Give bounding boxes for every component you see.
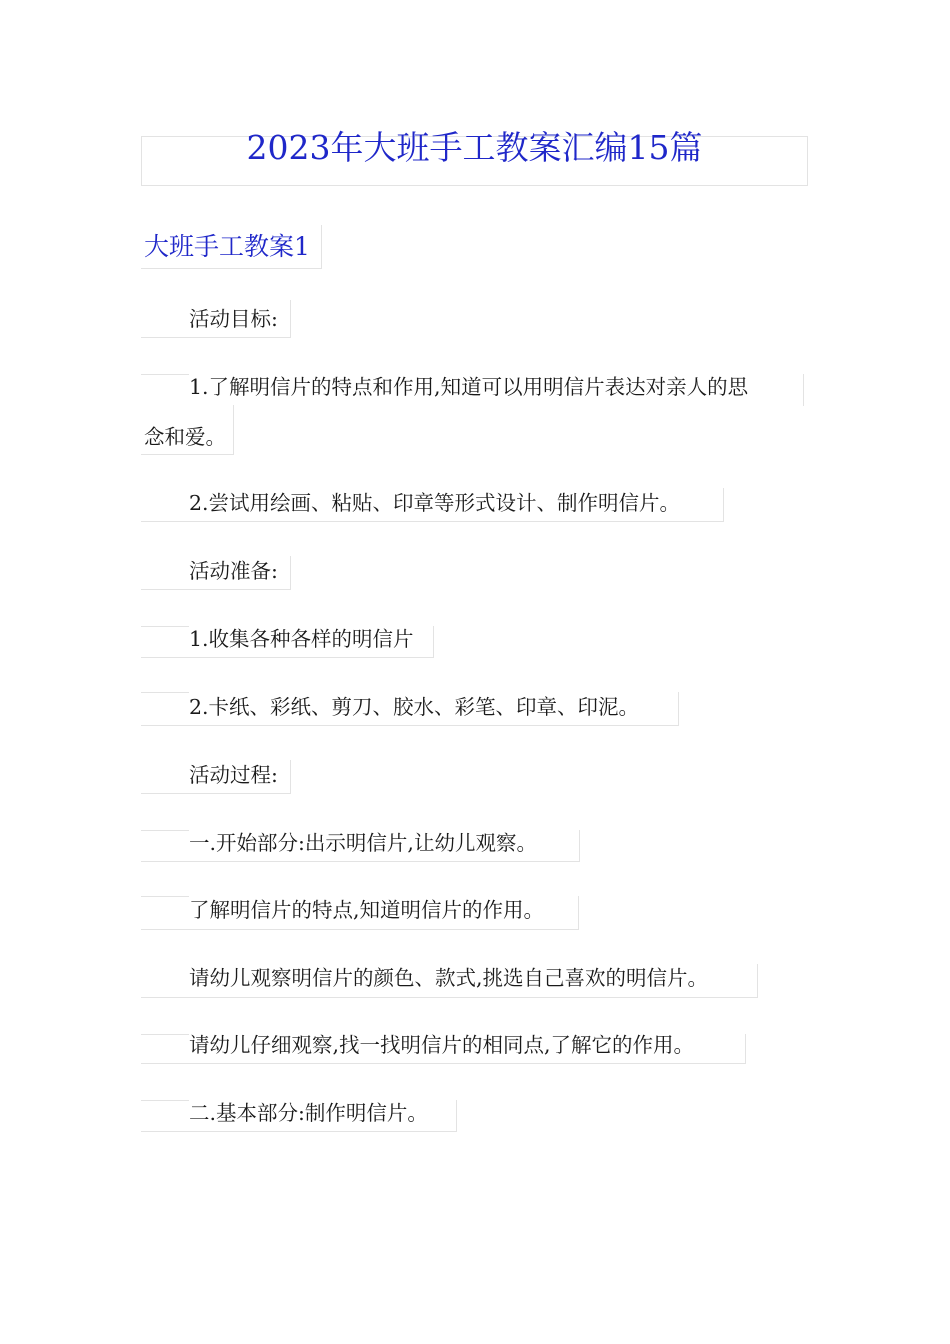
document-title: 2023年大班手工教案汇编15篇 <box>246 128 703 167</box>
paragraph-text: 活动目标: <box>189 307 278 331</box>
paragraph-text: 二.基本部分:制作明信片。 <box>189 1101 428 1125</box>
paragraph-text: 请幼儿仔细观察,找一找明信片的相同点,了解它的作用。 <box>189 1033 695 1057</box>
paragraph-frame <box>141 1034 189 1036</box>
paragraph-text: 一.开始部分:出示明信片,让幼儿观察。 <box>189 831 537 855</box>
paragraph-frame <box>141 692 189 694</box>
paragraph-frame <box>141 374 189 376</box>
paragraph-text: 活动准备: <box>189 559 278 583</box>
paragraph-text: 1.了解明信片的特点和作用,知道可以用明信片表达对亲人的思 <box>189 375 749 399</box>
paragraph-frame <box>141 830 189 832</box>
paragraph-text: 念和爱。 <box>144 425 226 449</box>
paragraph-text: 请幼儿观察明信片的颜色、款式,挑选自己喜欢的明信片。 <box>189 966 709 990</box>
section-heading: 大班手工教案1 <box>144 232 310 261</box>
paragraph-text: 活动过程: <box>189 763 278 787</box>
paragraph-text: 2.尝试用绘画、粘贴、印章等形式设计、制作明信片。 <box>189 491 681 515</box>
paragraph-frame <box>141 626 189 628</box>
paragraph-frame <box>141 896 189 898</box>
paragraph-text: 1.收集各种各样的明信片 <box>189 627 414 651</box>
paragraph-text: 了解明信片的特点,知道明信片的作用。 <box>189 898 545 922</box>
paragraph-frame <box>141 1100 189 1102</box>
paragraph-text: 2.卡纸、彩纸、剪刀、胶水、彩笔、印章、印泥。 <box>189 695 640 719</box>
